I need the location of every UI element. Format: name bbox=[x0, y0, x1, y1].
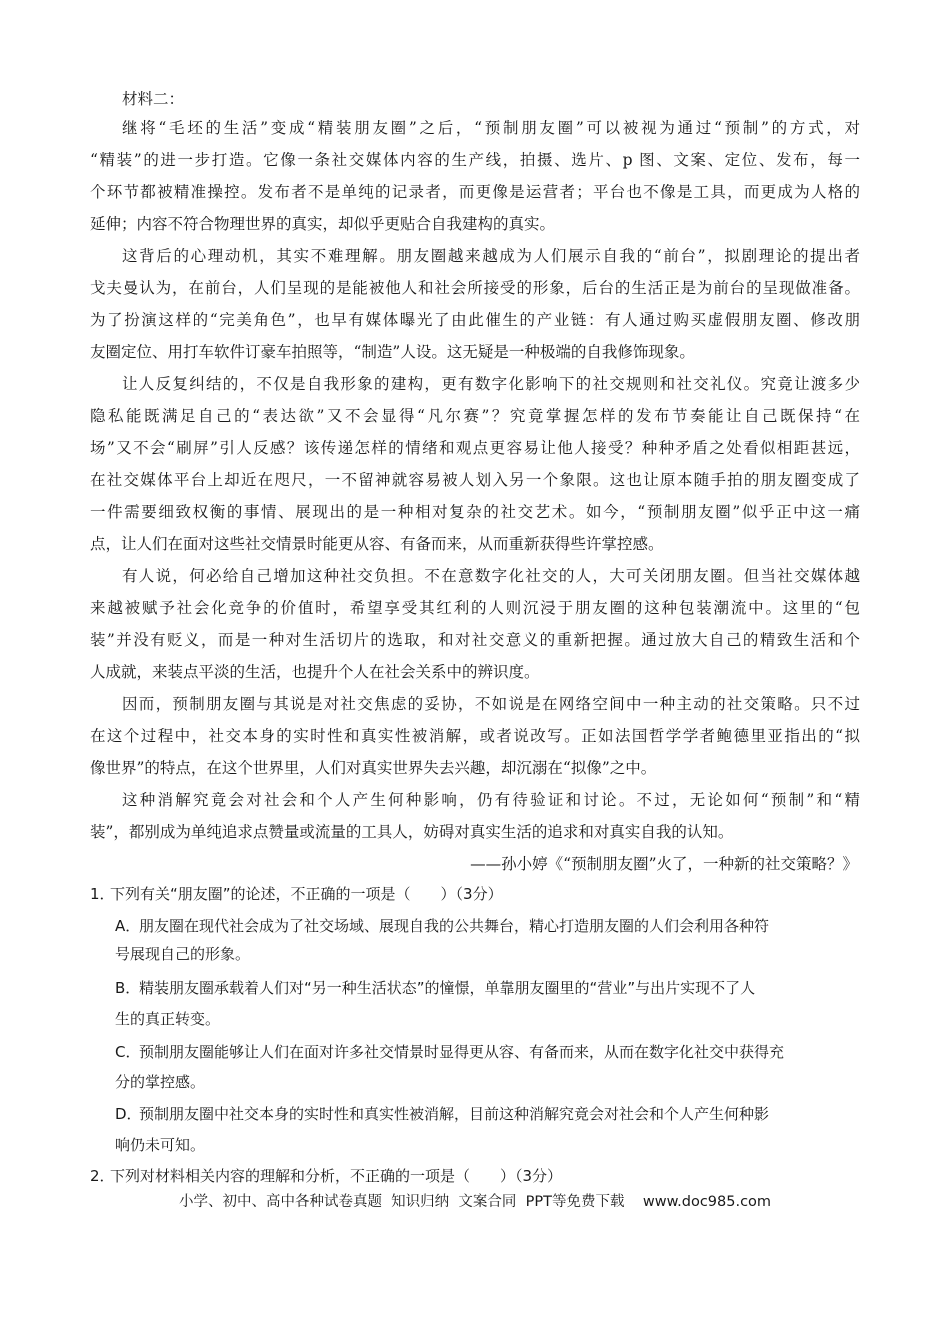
paragraph-3-line-5: 一件需要细致权衡的事情、展现出的是一种相对复杂的社交艺术。如今，“预制朋友圈”似乎正中这一痛 bbox=[90, 503, 860, 521]
paragraph-1-line-3: 个环节都被精准操控。发布者不是单纯的记录者，而更像是运营者；平台也不像是工具，而更成为人格的 bbox=[90, 183, 860, 201]
question-number: 2． bbox=[90, 1167, 115, 1185]
question-2 bbox=[90, 1165, 870, 1187]
paragraph-2-line-4: 友圈定位、用打车软件订豪车拍照等，“制造”人设。这无疑是一种极端的自我修饰现象。 bbox=[90, 343, 695, 361]
paragraph-3-line-2: 隐私能既满足自己的“表达欲”又不会显得“凡尔赛”？究竟掌握怎样的发布节奏能让自己既保持“在 bbox=[90, 407, 860, 425]
option-text: 预制朋友圈能够让人们在面对许多社交情景时显得更从容、有备而来，从而在数字化社交中获得充 bbox=[139, 1043, 785, 1061]
paragraph-1-line-1: 继将“毛坯的生活”变成“精装朋友圈”之后，“预制朋友圈”可以被视为通过“预制”的方式，对 bbox=[122, 119, 860, 137]
paragraph-6-line-1: 这种消解究竟会对社会和个人产生何种影响，仍有待验证和讨论。不过，无论如何“预制”和“精 bbox=[122, 791, 860, 809]
option-text: 精装朋友圈承载着人们对“另一种生活状态”的憧憬，单靠朋友圈里的“营业”与出片实现不了人 bbox=[139, 979, 756, 997]
paragraph-1-line-4: 延伸；内容不符合物理世界的真实，却似乎更贴合自我建构的真实。 bbox=[90, 215, 556, 233]
option-letter: B． bbox=[115, 979, 141, 997]
option-letter: C． bbox=[115, 1043, 141, 1061]
paragraph-4-line-3: 装”并没有贬义，而是一种对生活切片的选取，和对社交意义的重新把握。通过放大自己的精致生活和个 bbox=[90, 631, 860, 649]
paragraph-4-line-1: 有人说，何必给自己增加这种社交负担。不在意数字化社交的人，大可关闭朋友圈。但当社交媒体越 bbox=[122, 567, 860, 585]
material-heading: 材料二： bbox=[122, 90, 185, 108]
option-c-continued: 分的掌控感。 bbox=[115, 1073, 206, 1091]
option-d bbox=[115, 1103, 860, 1125]
option-c bbox=[115, 1041, 860, 1063]
paragraph-6-line-2: 装”，都别成为单纯追求点赞量或流量的工具人，妨碍对真实生活的追求和对真实自我的认知。 bbox=[90, 823, 734, 841]
paragraph-5-line-1: 因而，预制朋友圈与其说是对社交焦虑的妥协，不如说是在网络空间中一种主动的社交策略。只不过 bbox=[122, 695, 860, 713]
paragraph-2-line-3: 为了扮演这样的“完美角色”，也早有媒体曝光了由此催生的产业链：有人通过购买虚假朋友圈、修改朋 bbox=[90, 311, 860, 329]
option-text: 预制朋友圈中社交本身的实时性和真实性被消解，目前这种消解究竟会对社会和个人产生何种影 bbox=[139, 1105, 770, 1123]
question-stem: 下列有关“朋友圈”的论述，不正确的一项是（ ）（3分） bbox=[110, 885, 503, 903]
option-a bbox=[115, 915, 860, 937]
paragraph-5-line-2: 在这个过程中，社交本身的实时性和真实性被消解，或者说改写。正如法国哲学学者鲍德里亚指出的“拟 bbox=[90, 727, 860, 745]
paragraph-2-line-2: 戈夫曼认为，在前台，人们呈现的是能被他人和社会所接受的形象，后台的生活正是为前台的呈现做准备。 bbox=[90, 279, 860, 297]
option-a-continued: 号展现自己的形象。 bbox=[115, 945, 251, 963]
paragraph-3-line-1: 让人反复纠结的，不仅是自我形象的建构，更有数字化影响下的社交规则和社交礼仪。究竟让渡多少 bbox=[122, 375, 860, 393]
page-footer: 小学、初中、高中各种试卷真题 知识归纳 文案合同 PPT等免费下载 www.doc985.com bbox=[178, 1194, 772, 1210]
option-b bbox=[115, 977, 860, 999]
option-letter: A． bbox=[115, 917, 141, 935]
paragraph-4-line-4: 人成就，来装点平淡的生活，也提升个人在社会关系中的辨识度。 bbox=[90, 663, 540, 681]
paragraph-3-line-4: 在社交媒体平台上却近在咫尺，一不留神就容易被人划入另一个象限。这也让原本随手拍的朋友圈变成了 bbox=[90, 471, 860, 489]
source-citation: ——孙小婷《“预制朋友圈”火了，一种新的社交策略？》 bbox=[470, 855, 858, 873]
paragraph-5-line-3: 像世界”的特点，在这个世界里，人们对真实世界失去兴趣，却沉溺在“拟像”之中。 bbox=[90, 759, 657, 777]
paragraph-3-line-6: 点，让人们在面对这些社交情景时能更从容、有备而来，从而重新获得些许掌控感。 bbox=[90, 535, 664, 553]
question-stem: 下列对材料相关内容的理解和分析，不正确的一项是（ ）（3分） bbox=[110, 1167, 563, 1185]
option-d-continued: 响仍未可知。 bbox=[115, 1136, 206, 1154]
paragraph-1-line-2: “精装”的进一步打造。它像一条社交媒体内容的生产线，拍摄、选片、p 图、文案、定位、发布，每一 bbox=[90, 151, 860, 169]
option-text: 朋友圈在现代社会成为了社交场域、展现自我的公共舞台，精心打造朋友圈的人们会利用各种符 bbox=[139, 917, 770, 935]
option-b-continued: 生的真正转变。 bbox=[115, 1010, 221, 1028]
paragraph-2-line-1: 这背后的心理动机，其实不难理解。朋友圈越来越成为人们展示自我的“前台”，拟剧理论的提出者 bbox=[122, 247, 860, 265]
option-letter: D． bbox=[115, 1105, 142, 1123]
paragraph-3-line-3: 场”又不会“刷屏”引人反感？该传递怎样的情绪和观点更容易让他人接受？种种矛盾之处看似相距甚远， bbox=[90, 439, 860, 457]
question-number: 1． bbox=[90, 885, 115, 903]
paragraph-4-line-2: 来越被赋予社会化竞争的价值时，希望享受其红利的人则沉浸于朋友圈的这种包装潮流中。这里的“包 bbox=[90, 599, 860, 617]
question-1 bbox=[90, 883, 870, 905]
